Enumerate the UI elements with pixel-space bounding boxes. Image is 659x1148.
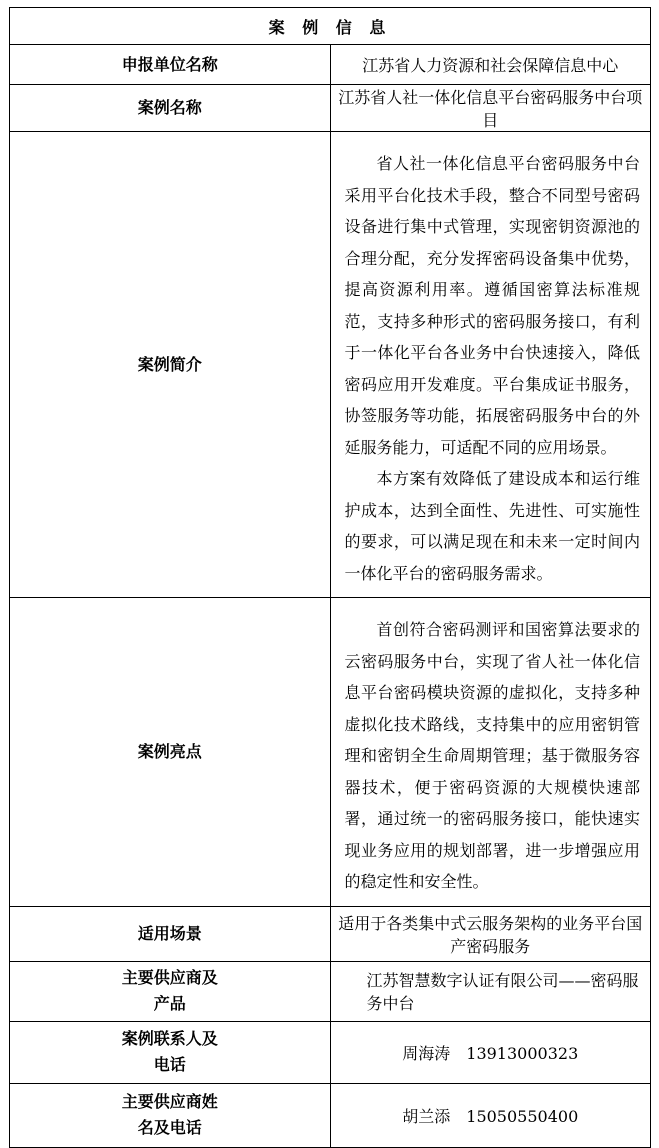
summary-label: 案例简介 [10, 132, 331, 598]
supplier-contact-name: 胡兰添 [402, 1106, 451, 1126]
highlights-label: 案例亮点 [10, 598, 331, 907]
supplier-label [10, 961, 331, 1021]
applicant-value: 江苏省人力资源和社会保障信息中心 [330, 45, 651, 85]
supplier-value: 江苏智慧数字认证有限公司——密码服务中台 [330, 961, 651, 1021]
supplier-label-line1: 主要供应商及 [121, 968, 218, 987]
supplier-contact-value [330, 1083, 651, 1147]
summary-paragraph-2: 本方案有效降低了建设成本和运行维护成本，达到全面性、先进性、可实施性的要求，可以满足现在和未来一定时间内一体化平台的密码服务需求。 [344, 469, 640, 583]
applicant-label: 申报单位名称 [10, 45, 331, 85]
summary-cell [330, 132, 651, 598]
case-contact-label [10, 1021, 331, 1083]
scenario-value: 适用于各类集中式云服务架构的业务平台国产密码服务 [330, 906, 651, 961]
table-title: 案 例 信 息 [10, 8, 651, 45]
supplier-contact-phone: 15050550400 [466, 1106, 579, 1126]
case-info-table [9, 7, 651, 1148]
supplier-label-line2: 产品 [153, 994, 186, 1013]
case-contact-label-line1: 案例联系人及 [121, 1029, 218, 1048]
summary-paragraph-1: 省人社一体化信息平台密码服务中台采用平台化技术手段，整合不同型号密码设备进行集中式管理，实现密钥资源池的合理分配，充分发挥密码设备集中优势，提高资源利用率。遵循国密算法标准规范，支持多种形式的密码服务接口，有利于一体化平台各业务中台快速接入，降低密码应用开发难度。平台集成证书服务，协签服务等功能，拓展密码服务中台的外延服务能力，可适配不同的应用场景。 [344, 154, 640, 457]
scenario-label: 适用场景 [10, 906, 331, 961]
case-contact-phone: 13913000323 [466, 1043, 579, 1063]
case-contact-name: 周海涛 [402, 1043, 451, 1063]
supplier-contact-label [10, 1083, 331, 1147]
supplier-contact-label-line1: 主要供应商姓 [121, 1092, 218, 1111]
case-contact-label-line2: 电话 [153, 1055, 186, 1074]
supplier-contact-label-line2: 名及电话 [137, 1118, 202, 1137]
case-contact-value [330, 1021, 651, 1083]
highlights-cell [330, 598, 651, 907]
case-name-value: 江苏省人社一体化信息平台密码服务中台项目 [330, 85, 651, 132]
case-name-label: 案例名称 [10, 85, 331, 132]
highlights-paragraph-1: 首创符合密码测评和国密算法要求的云密码服务中台，实现了省人社一体化信息平台密码模块资源的虚拟化，支持多种虚拟化技术路线，支持集中的应用密钥管理和密钥全生命周期管理；基于微服务容器技术，便于密码资源的大规模快速部署，通过统一的密码服务接口，能快速实现业务应用的规划部署，进一步增强应用的稳定性和安全性。 [344, 620, 640, 891]
